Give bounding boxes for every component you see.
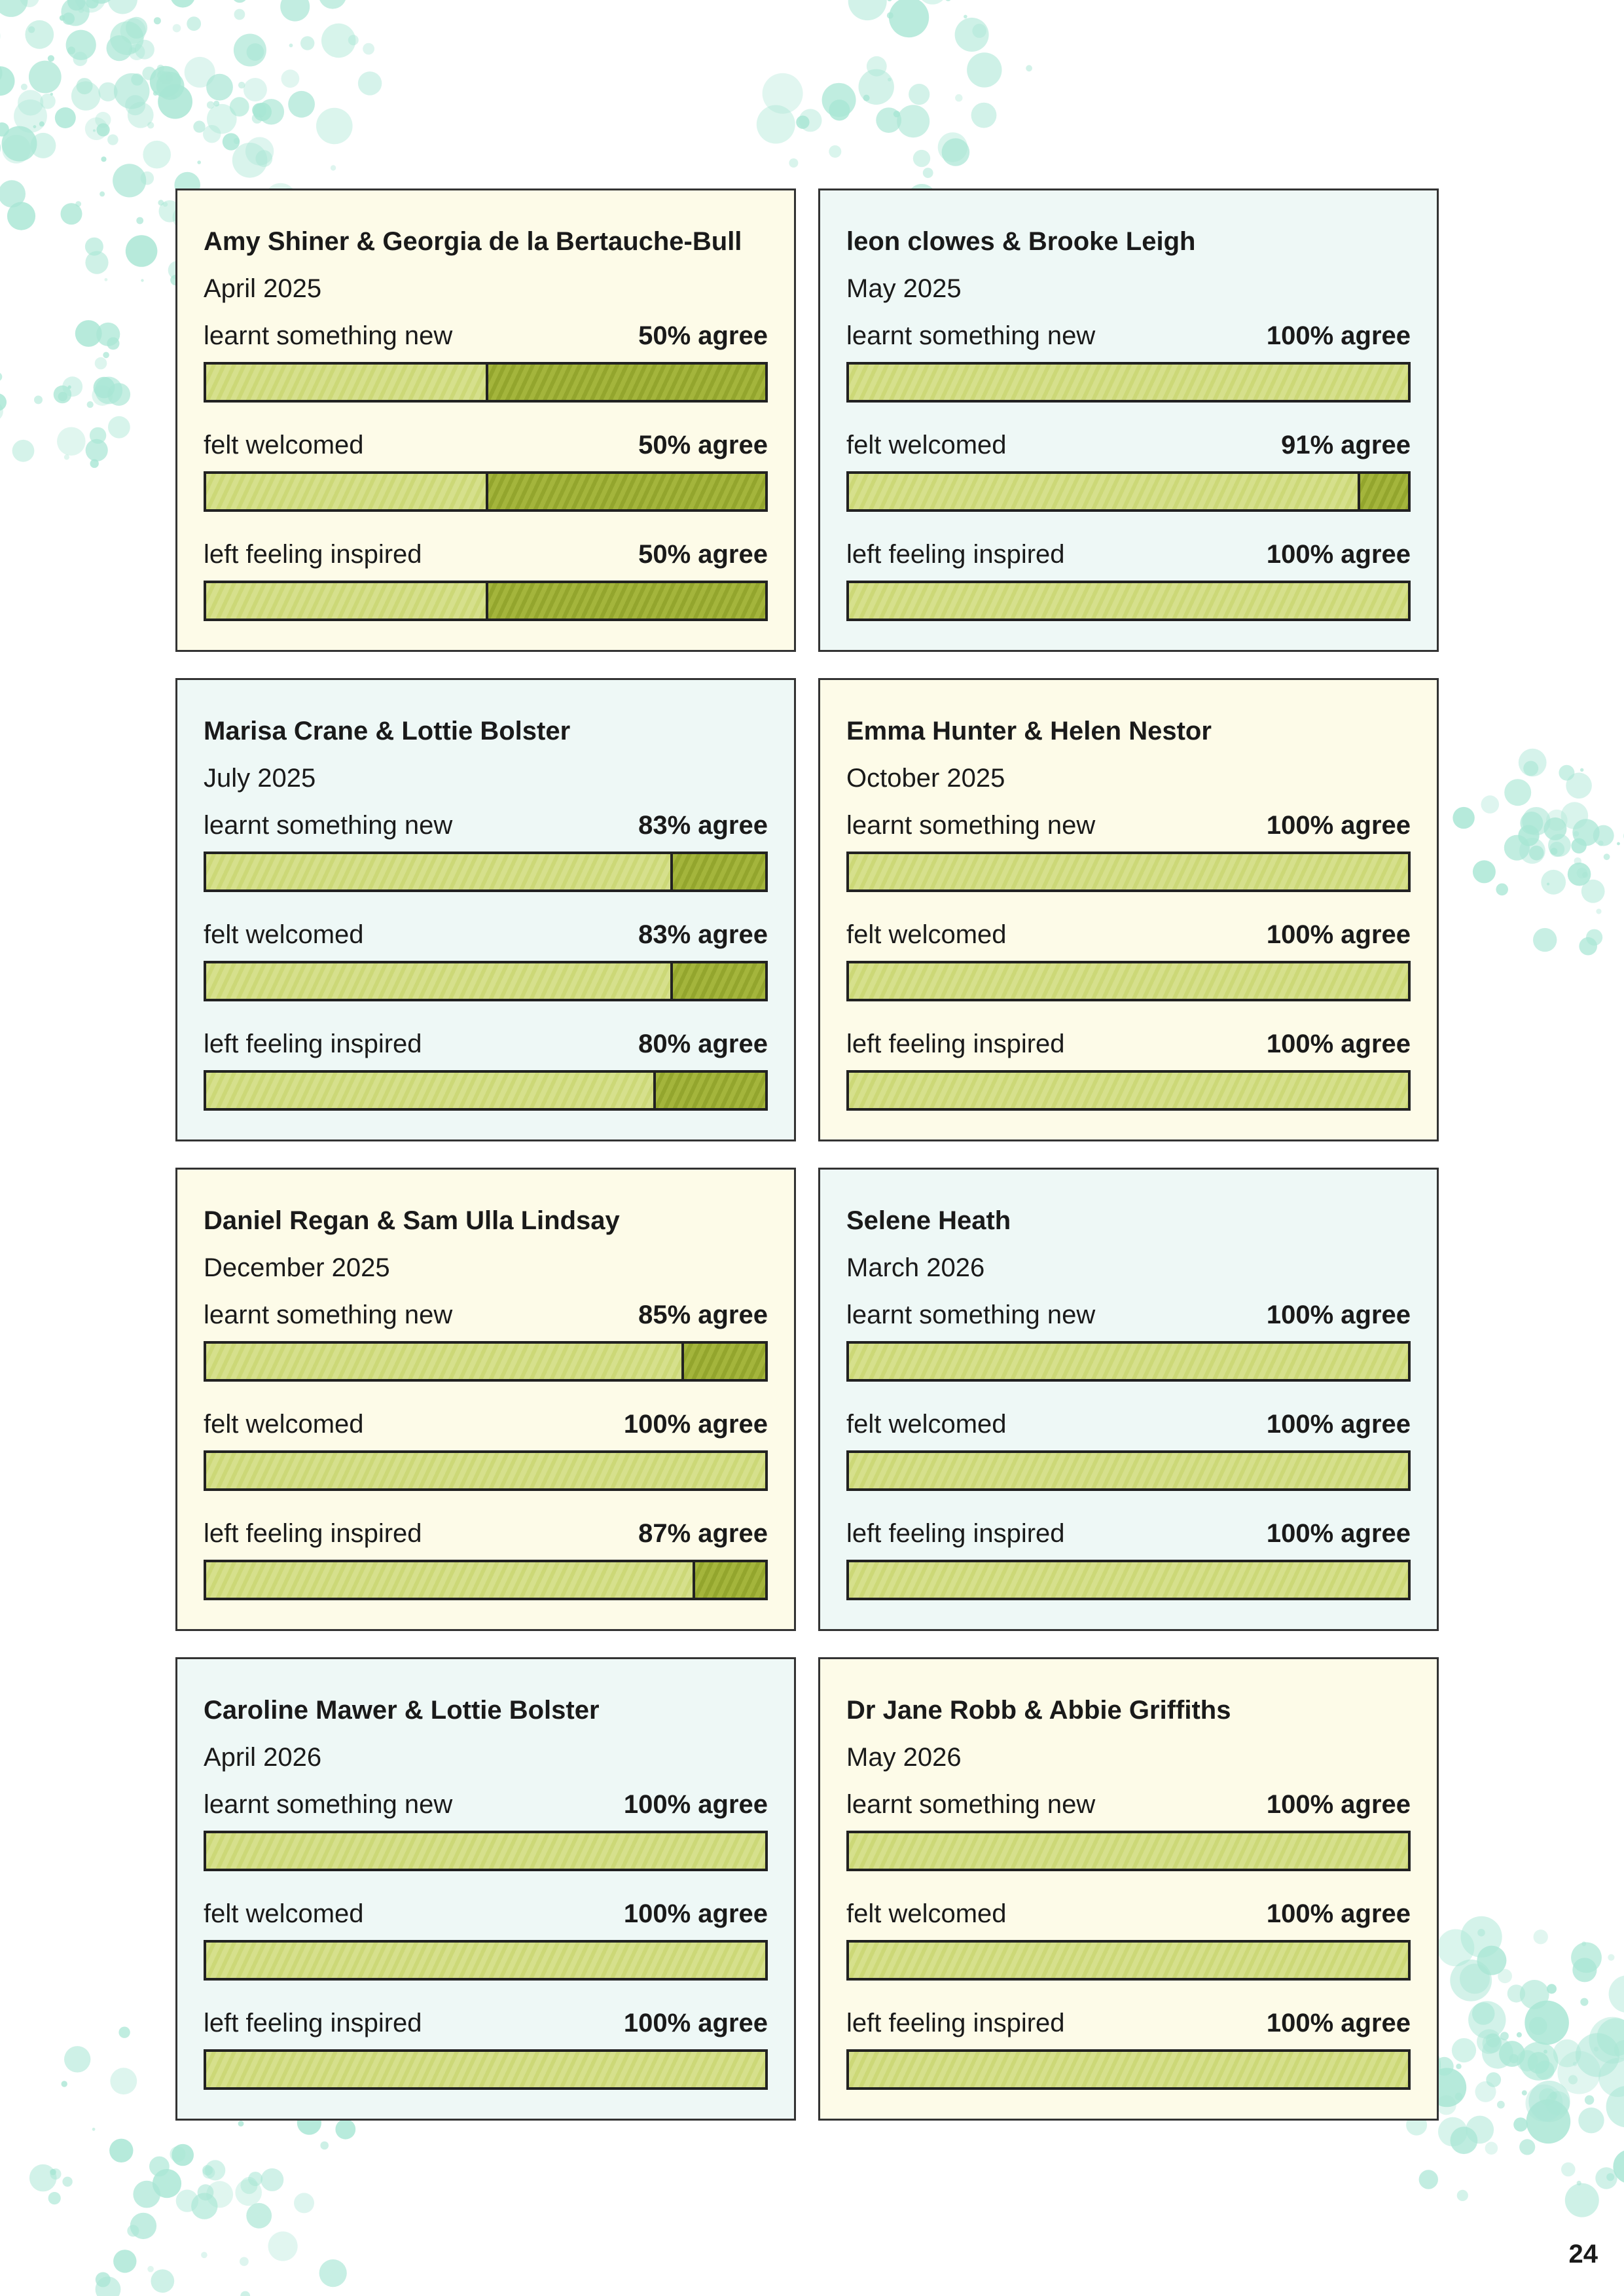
metric-value: 100% agree (1266, 1790, 1411, 1819)
agreement-bar (846, 852, 1411, 892)
feedback-card (175, 1168, 796, 1631)
card-title: Selene Heath (846, 1206, 1011, 1235)
metric-label: learnt something new (204, 811, 453, 840)
agreement-bar (204, 471, 768, 512)
metric-row (846, 1300, 1411, 1399)
metric-value: 100% agree (1266, 1410, 1411, 1439)
metric-label: felt welcomed (846, 431, 1007, 459)
agreement-bar (846, 1831, 1411, 1871)
metric-label: felt welcomed (204, 920, 364, 949)
card-date: July 2025 (204, 764, 316, 793)
metric-row (204, 920, 768, 1018)
metric-value: 100% agree (1266, 2009, 1411, 2037)
metric-label: felt welcomed (846, 920, 1007, 949)
metric-value: 85% agree (638, 1300, 768, 1329)
disagree-segment (670, 854, 765, 889)
card-title: Daniel Regan & Sam Ulla Lindsay (204, 1206, 620, 1235)
disagree-segment (486, 365, 765, 400)
agreement-bar (846, 961, 1411, 1001)
agreement-bar (846, 1940, 1411, 1981)
metric-label: left feeling inspired (846, 1030, 1065, 1058)
disagree-segment (653, 1073, 765, 1108)
feedback-card (818, 1657, 1439, 2121)
feedback-card (818, 188, 1439, 652)
metric-row (846, 540, 1411, 638)
agreement-bar (846, 581, 1411, 621)
metric-row (204, 1300, 768, 1399)
feedback-card (818, 1168, 1439, 1631)
metric-value: 100% agree (1266, 920, 1411, 949)
agreement-bar (846, 1560, 1411, 1600)
metric-label: learnt something new (204, 1790, 453, 1819)
metric-value: 91% agree (1281, 431, 1411, 459)
agreement-bar (846, 1450, 1411, 1491)
metric-value: 83% agree (638, 920, 768, 949)
agreement-bar (204, 1560, 768, 1600)
metric-row (204, 1790, 768, 1888)
agreement-bar (204, 852, 768, 892)
agreement-bar (204, 2049, 768, 2090)
metric-label: learnt something new (846, 1300, 1096, 1329)
metric-label: learnt something new (204, 321, 453, 350)
metric-row (204, 540, 768, 638)
metric-row (204, 321, 768, 420)
agreement-bar (846, 1341, 1411, 1382)
card-date: March 2026 (846, 1253, 985, 1282)
metric-label: left feeling inspired (204, 540, 422, 569)
metric-value: 100% agree (623, 1899, 768, 1928)
card-title: Dr Jane Robb & Abbie Griffiths (846, 1696, 1231, 1725)
metric-value: 100% agree (1266, 1519, 1411, 1548)
metric-row (846, 2009, 1411, 2107)
metric-value: 100% agree (623, 2009, 768, 2037)
agreement-bar (846, 2049, 1411, 2090)
metric-row (204, 1899, 768, 1998)
metric-row (846, 1030, 1411, 1128)
card-title: Amy Shiner & Georgia de la Bertauche-Bull (204, 227, 742, 256)
metric-value: 100% agree (1266, 1899, 1411, 1928)
metric-label: learnt something new (846, 1790, 1096, 1819)
metric-row (204, 1519, 768, 1617)
metric-label: learnt something new (846, 321, 1096, 350)
agreement-bar (204, 1831, 768, 1871)
metric-label: left feeling inspired (204, 1519, 422, 1548)
metric-label: felt welcomed (204, 1899, 364, 1928)
metric-label: felt welcomed (204, 431, 364, 459)
metric-value: 100% agree (1266, 1300, 1411, 1329)
metric-row (846, 1899, 1411, 1998)
disagree-segment (693, 1562, 765, 1598)
metric-value: 50% agree (638, 540, 768, 569)
metric-label: felt welcomed (846, 1899, 1007, 1928)
metric-value: 100% agree (623, 1410, 768, 1439)
metric-row (846, 1519, 1411, 1617)
metric-value: 80% agree (638, 1030, 768, 1058)
feedback-card (175, 678, 796, 1141)
feedback-card (175, 1657, 796, 2121)
agreement-bar (846, 362, 1411, 403)
feedback-card (175, 188, 796, 652)
disagree-segment (486, 583, 765, 619)
metric-row (204, 2009, 768, 2107)
metric-row (846, 1410, 1411, 1508)
agreement-bar (204, 362, 768, 403)
metric-value: 87% agree (638, 1519, 768, 1548)
metric-value: 83% agree (638, 811, 768, 840)
metric-row (204, 811, 768, 909)
card-title: Emma Hunter & Helen Nestor (846, 717, 1212, 745)
metric-value: 100% agree (623, 1790, 768, 1819)
page-number: 24 (1568, 2240, 1598, 2269)
card-date: April 2025 (204, 274, 322, 303)
card-title: leon clowes & Brooke Leigh (846, 227, 1196, 256)
metric-label: left feeling inspired (846, 1519, 1065, 1548)
metric-value: 100% agree (1266, 811, 1411, 840)
metric-value: 50% agree (638, 431, 768, 459)
metric-row (846, 431, 1411, 529)
metric-label: left feeling inspired (846, 540, 1065, 569)
metric-label: left feeling inspired (204, 2009, 422, 2037)
metric-label: felt welcomed (846, 1410, 1007, 1439)
metric-value: 100% agree (1266, 321, 1411, 350)
disagree-segment (486, 474, 765, 509)
agreement-bar (846, 471, 1411, 512)
disagree-segment (681, 1344, 765, 1379)
card-date: May 2025 (846, 274, 962, 303)
metric-row (846, 321, 1411, 420)
metric-row (846, 811, 1411, 909)
agreement-bar (204, 1940, 768, 1981)
card-date: May 2026 (846, 1743, 962, 1772)
card-title: Marisa Crane & Lottie Bolster (204, 717, 571, 745)
feedback-card (818, 678, 1439, 1141)
agreement-bar (204, 1070, 768, 1111)
agreement-bar (204, 581, 768, 621)
metric-label: left feeling inspired (846, 2009, 1065, 2037)
card-date: April 2026 (204, 1743, 322, 1772)
card-date: October 2025 (846, 764, 1005, 793)
disagree-segment (1358, 474, 1408, 509)
metric-value: 50% agree (638, 321, 768, 350)
metric-label: felt welcomed (204, 1410, 364, 1439)
metric-value: 100% agree (1266, 1030, 1411, 1058)
metric-row (846, 920, 1411, 1018)
metric-row (846, 1790, 1411, 1888)
metric-label: learnt something new (204, 1300, 453, 1329)
metric-row (204, 1030, 768, 1128)
metric-row (204, 1410, 768, 1508)
card-title: Caroline Mawer & Lottie Bolster (204, 1696, 600, 1725)
agreement-bar (204, 1341, 768, 1382)
disagree-segment (670, 963, 765, 999)
card-date: December 2025 (204, 1253, 390, 1282)
agreement-bar (204, 961, 768, 1001)
metric-label: left feeling inspired (204, 1030, 422, 1058)
agreement-bar (204, 1450, 768, 1491)
metric-row (204, 431, 768, 529)
metric-value: 100% agree (1266, 540, 1411, 569)
metric-label: learnt something new (846, 811, 1096, 840)
agreement-bar (846, 1070, 1411, 1111)
